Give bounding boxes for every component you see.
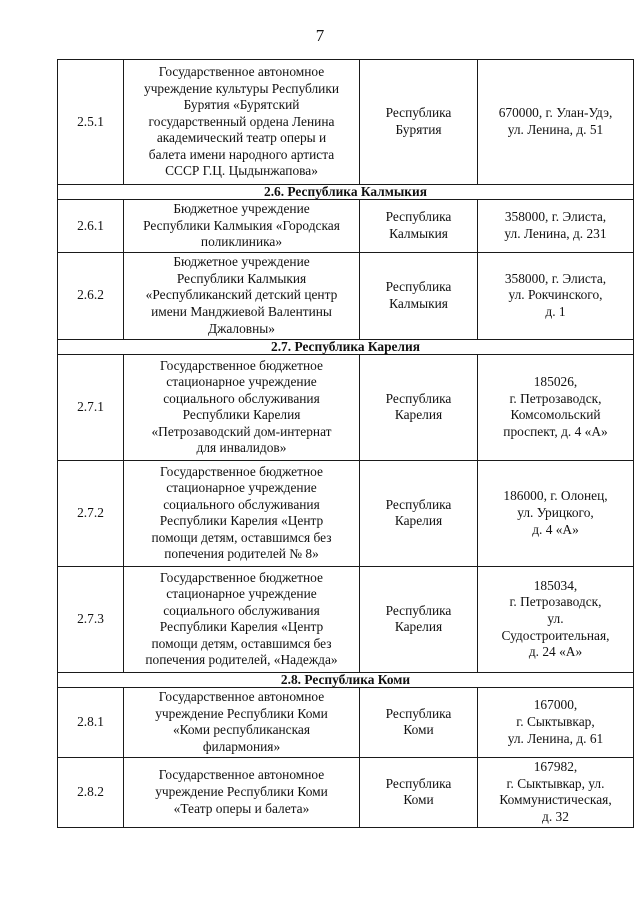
- institution-name: Государственное бюджетное стационарное учреждение социального обслуживания Республики Карелия «Петрозаводский дом-интернат для инвалидов»: [124, 354, 360, 460]
- address: 185034, г. Петрозаводск, ул. Судостроительная, д. 24 «А»: [478, 566, 634, 672]
- address: 186000, г. Олонец, ул. Урицкого, д. 4 «А»: [478, 460, 634, 566]
- institution-name: Бюджетное учреждение Республики Калмыкия «Городская поликлиника»: [124, 200, 360, 253]
- section-header-row: [58, 185, 634, 200]
- row-number: 2.8.2: [58, 757, 124, 827]
- row-number: 2.7.1: [58, 354, 124, 460]
- table-row: [58, 252, 634, 339]
- region-name: Республика Карелия: [360, 566, 478, 672]
- region-name: Республика Коми: [360, 687, 478, 757]
- section-title: 2.6. Республика Калмыкия: [58, 185, 634, 200]
- institution-name: Бюджетное учреждение Республики Калмыкия «Республиканский детский центр имени Манджиевой Валентины Джаловны»: [124, 252, 360, 339]
- address: 358000, г. Элиста, ул. Ленина, д. 231: [478, 200, 634, 253]
- table-row: [58, 566, 634, 672]
- table-row: [58, 460, 634, 566]
- row-number: 2.7.3: [58, 566, 124, 672]
- page-number: 7: [315, 26, 325, 45]
- institution-name: Государственное автономное учреждение Республики Коми «Театр оперы и балета»: [124, 757, 360, 827]
- address: 167982, г. Сыктывкар, ул. Коммунистическая, д. 32: [478, 757, 634, 827]
- table-row: [58, 200, 634, 253]
- row-number: 2.6.1: [58, 200, 124, 253]
- region-name: Республика Калмыкия: [360, 252, 478, 339]
- section-header-row: [58, 339, 634, 354]
- row-number: 2.7.2: [58, 460, 124, 566]
- table-row: [58, 354, 634, 460]
- section-header-row: [58, 672, 634, 687]
- region-name: Республика Калмыкия: [360, 200, 478, 253]
- table-row: [58, 757, 634, 827]
- institution-name: Государственное автономное учреждение культуры Республики Бурятия «Бурятский государственный ордена Ленина академический театр оперы и балета имени народного артиста СССР Г.Ц. Цыдынжапова»: [124, 60, 360, 185]
- section-title: 2.7. Республика Карелия: [58, 339, 634, 354]
- table-row: [58, 687, 634, 757]
- row-number: 2.8.1: [58, 687, 124, 757]
- institution-name: Государственное бюджетное стационарное учреждение социального обслуживания Республики Карелия «Центр помощи детям, оставшимся без попечения родителей, «Надежда»: [124, 566, 360, 672]
- region-name: Республика Карелия: [360, 354, 478, 460]
- row-number: 2.6.2: [58, 252, 124, 339]
- address: 358000, г. Элиста, ул. Рокчинского, д. 1: [478, 252, 634, 339]
- address: 167000, г. Сыктывкар, ул. Ленина, д. 61: [478, 687, 634, 757]
- address: 670000, г. Улан-Удэ, ул. Ленина, д. 51: [478, 60, 634, 185]
- institution-name: Государственное бюджетное стационарное учреждение социального обслуживания Республики Карелия «Центр помощи детям, оставшимся без попечения родителей № 8»: [124, 460, 360, 566]
- institutions-table: [57, 59, 634, 828]
- section-title: 2.8. Республика Коми: [58, 672, 634, 687]
- institution-name: Государственное автономное учреждение Республики Коми «Коми республиканская филармония»: [124, 687, 360, 757]
- region-name: Республика Коми: [360, 757, 478, 827]
- table-row: [58, 60, 634, 185]
- row-number: 2.5.1: [58, 60, 124, 185]
- address: 185026, г. Петрозаводск, Комсомольский проспект, д. 4 «А»: [478, 354, 634, 460]
- region-name: Республика Бурятия: [360, 60, 478, 185]
- region-name: Республика Карелия: [360, 460, 478, 566]
